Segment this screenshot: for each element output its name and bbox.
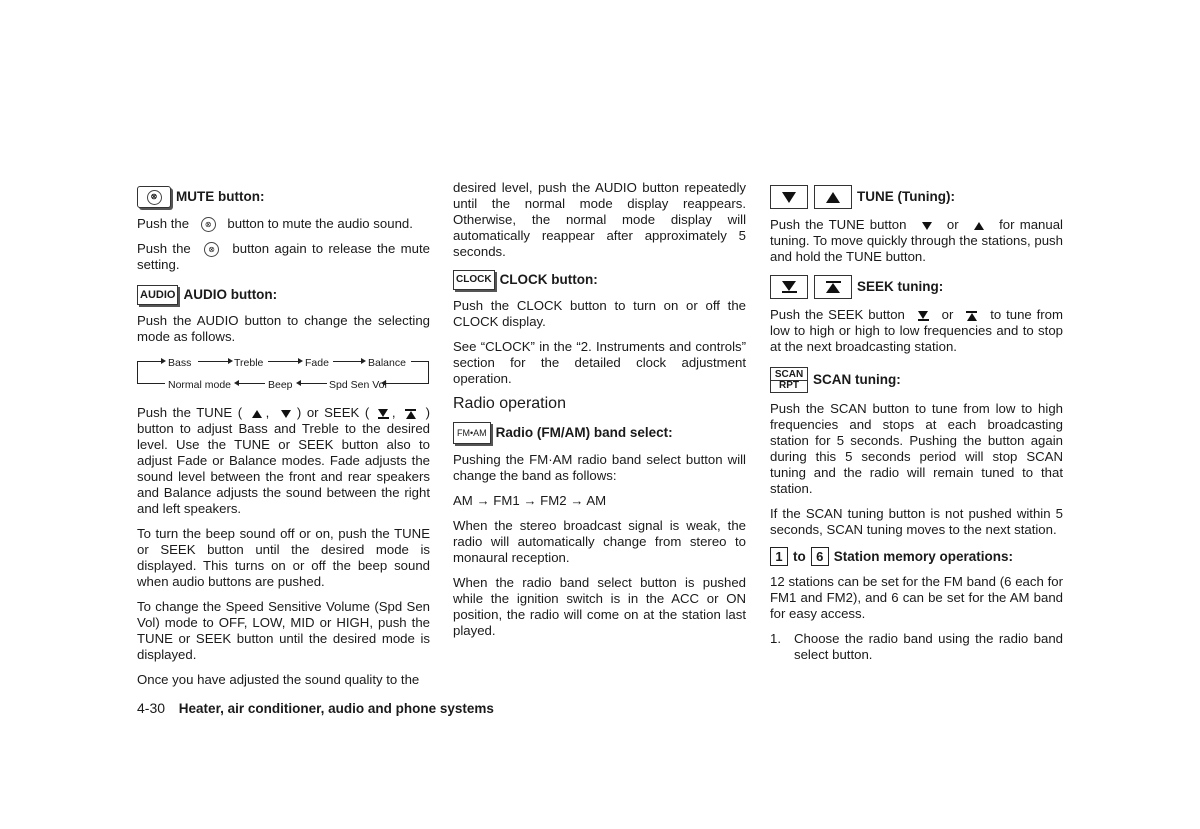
audio-continued-paragraph: desired level, push the AUDIO button repeatedly until the normal mode display reappears. Otherwise, the normal mode display will automatically reappear after approximately 5 seconds. <box>453 180 746 259</box>
seek-heading: SEEK tuning: <box>857 279 944 294</box>
scan-button-icon <box>770 367 808 393</box>
fmam-band-sequence: AM → FM1 → FM2 → AM <box>453 493 607 508</box>
scan-icon-top-text: SCAN <box>774 368 804 380</box>
diagram-loop-line <box>428 361 429 384</box>
column-2 <box>453 180 746 648</box>
seek-up-icon <box>405 409 416 419</box>
seek-heading-row <box>770 275 1063 299</box>
scan-paragraph-2: If the SCAN tuning button is not pushed within 5 seconds, SCAN tuning moves to the next station. <box>770 506 1063 537</box>
diagram-arrow-head <box>161 358 166 364</box>
diagram-loop-line <box>385 383 429 384</box>
audio-paragraph-1: Push the AUDIO button to change the selecting mode as follows. <box>137 313 430 345</box>
audio-paragraph-5: Once you have adjusted the sound quality to the <box>137 672 420 688</box>
tune-up-button-icon <box>814 185 852 209</box>
page-number: 4-30 <box>137 700 166 716</box>
diagram-fade: Fade <box>305 357 329 370</box>
mute-heading-row <box>137 186 430 208</box>
scan-heading-row <box>770 367 1063 393</box>
diagram-spd-sen-vol: Spd Sen Vol <box>329 379 387 392</box>
diagram-loop-line <box>411 361 429 362</box>
diagram-bass: Bass <box>168 357 192 370</box>
seek-p1-text-a: Push the SEEK button <box>770 307 905 322</box>
mute-heading: MUTE button: <box>176 189 265 204</box>
radio-operation-section-title: Radio operation <box>453 395 566 412</box>
mute-paragraph-2 <box>137 241 430 273</box>
diagram-arrow-line <box>300 383 327 384</box>
seek-up-icon <box>826 281 841 293</box>
mute-paragraph-1 <box>137 216 430 232</box>
fmam-heading-row <box>453 422 746 444</box>
mute-p2-text-b: button again to release the mute setting. <box>137 241 430 273</box>
seek-down-icon <box>782 281 797 293</box>
diagram-beep: Beep <box>268 379 293 392</box>
diagram-loop-line <box>137 361 162 362</box>
clock-heading-row <box>453 270 746 290</box>
audio-paragraph-4: To change the Speed Sensitive Volume (Spd Sen Vol) mode to OFF, LOW, MID or HIGH, push the TUNE or SEEK button until the desired mode is displayed. <box>137 599 430 663</box>
memory-heading-to: to <box>793 548 806 564</box>
tune-down-icon <box>782 192 796 203</box>
diagram-balance: Balance <box>368 357 406 370</box>
audio-p2-text-b: , <box>265 405 270 421</box>
fmam-paragraph-1: Pushing the FM·AM radio band select button will change the band as follows: <box>453 452 746 483</box>
seek-paragraph-1 <box>770 307 1063 355</box>
seek-p1-text-c: to tune from low to high or high to low frequencies and to stop at the next broadcasting station. <box>770 307 1063 354</box>
tune-down-icon <box>281 410 291 418</box>
audio-heading-row <box>137 285 430 305</box>
tune-paragraph-1 <box>770 217 1063 265</box>
tune-p1-text-a: Push the TUNE button <box>770 217 907 232</box>
mute-p1-text-a: Push the <box>137 216 190 231</box>
memory-heading-row <box>770 547 1063 566</box>
seek-down-button-icon <box>770 275 808 299</box>
seek-up-icon <box>966 311 977 321</box>
seek-up-button-icon <box>814 275 852 299</box>
page-footer <box>137 700 494 716</box>
tune-p1-text-b: or <box>946 217 959 232</box>
diagram-arrow-head <box>234 380 239 386</box>
audio-p2-text-c: ) or SEEK ( <box>296 405 370 421</box>
diagram-loop-line <box>137 383 165 384</box>
column-3 <box>770 180 1063 663</box>
diagram-arrow-head <box>296 380 301 386</box>
audio-button-icon: AUDIO <box>137 285 178 305</box>
diagram-arrow-head <box>361 358 366 364</box>
fmam-paragraph-3: When the stereo broadcast signal is weak, the radio will automatically change from stereo to monaural reception. <box>453 518 746 565</box>
clock-heading: CLOCK button: <box>499 272 598 287</box>
seek-p1-text-b: or <box>941 307 954 322</box>
scan-paragraph-1: Push the SCAN button to tune from low to high frequencies and stops at each broadcasting station for 5 seconds. Pushing the button again during this 5 seconds period will stop SCAN tuning and the radio will remain tuned to that station. <box>770 401 1063 496</box>
diagram-arrow-line <box>333 361 363 362</box>
diagram-arrow-head <box>298 358 303 364</box>
diagram-treble: Treble <box>234 357 264 370</box>
audio-heading: AUDIO button: <box>183 287 278 303</box>
fmam-paragraph-4: When the radio band select button is pushed while the ignition switch is in the ACC or ON position, the radio will come on at the station last played. <box>453 575 746 638</box>
preset-6-icon: 6 <box>811 547 829 566</box>
audio-paragraph-3: To turn the beep sound off or on, push the TUNE or SEEK button until the desired mode is displayed. This turns on or off the beep sound when audio buttons are pushed. <box>137 526 430 590</box>
chapter-title: Heater, air conditioner, audio and phone systems <box>178 701 494 716</box>
memory-heading: Station memory operations: <box>833 548 1014 564</box>
diagram-arrow-line <box>268 361 300 362</box>
preset-1-icon: 1 <box>770 547 788 566</box>
memory-step-1-text: Choose the radio band using the radio band select button. <box>794 631 1063 662</box>
memory-paragraph-1: 12 stations can be set for the FM band (6 each for FM1 and FM2), and 6 can be set for the AM band for easy access. <box>770 574 1063 621</box>
diagram-loop-line <box>137 361 138 384</box>
tune-down-button-icon <box>770 185 808 209</box>
memory-step-1 <box>770 631 1063 663</box>
scan-icon-bottom-text: RPT <box>771 380 807 391</box>
audio-p2-text-d: , <box>391 405 396 421</box>
fmam-button-icon: FM•AM <box>453 422 491 444</box>
column-1 <box>137 180 430 697</box>
mute-button-icon <box>137 186 171 208</box>
tune-heading-row <box>770 185 1063 209</box>
seek-down-icon <box>918 311 929 321</box>
audio-p2-text-e: ) button to adjust Bass and Treble to the desired level. Use the TUNE or SEEK button also to adjust Fade or Balance modes. Fade adjusts the sound level between the front and rear speakers and Balance adjusts the sound between the right and left speakers. <box>137 405 431 517</box>
clock-button-icon: CLOCK <box>453 270 495 290</box>
scan-heading: SCAN tuning: <box>813 372 901 387</box>
tune-up-icon <box>252 410 262 418</box>
mute-icon: ⊗ <box>204 242 219 257</box>
fmam-heading: Radio (FM/AM) band select: <box>495 425 673 440</box>
tune-up-icon <box>826 192 840 203</box>
diagram-normal-mode: Normal mode <box>168 379 232 392</box>
clock-paragraph-1: Push the CLOCK button to turn on or off the CLOCK display. <box>453 298 746 329</box>
diagram-arrow-head <box>228 358 233 364</box>
mute-icon: ⊗ <box>147 190 162 205</box>
mute-p1-text-b: button to mute the audio sound. <box>227 216 413 231</box>
tune-up-icon <box>974 222 984 230</box>
tune-p1-text-c: for manual tuning. To move quickly through the stations, push and hold the TUNE button. <box>770 217 1063 264</box>
clock-paragraph-2: See “CLOCK” in the “2. Instruments and controls” section for the detailed clock adjustment operation. <box>453 339 746 386</box>
audio-paragraph-2 <box>137 405 430 517</box>
audio-p2-text-a: Push the TUNE ( <box>137 405 243 421</box>
mute-icon: ⊗ <box>201 217 216 232</box>
tune-heading: TUNE (Tuning): <box>857 189 955 204</box>
diagram-arrow-line <box>198 361 230 362</box>
audio-mode-diagram <box>137 357 430 395</box>
seek-down-icon <box>378 409 389 419</box>
diagram-arrow-line <box>238 383 265 384</box>
mute-p2-text-a: Push the <box>137 241 191 257</box>
tune-down-icon <box>922 222 932 230</box>
memory-step-1-number: 1. <box>770 631 781 646</box>
